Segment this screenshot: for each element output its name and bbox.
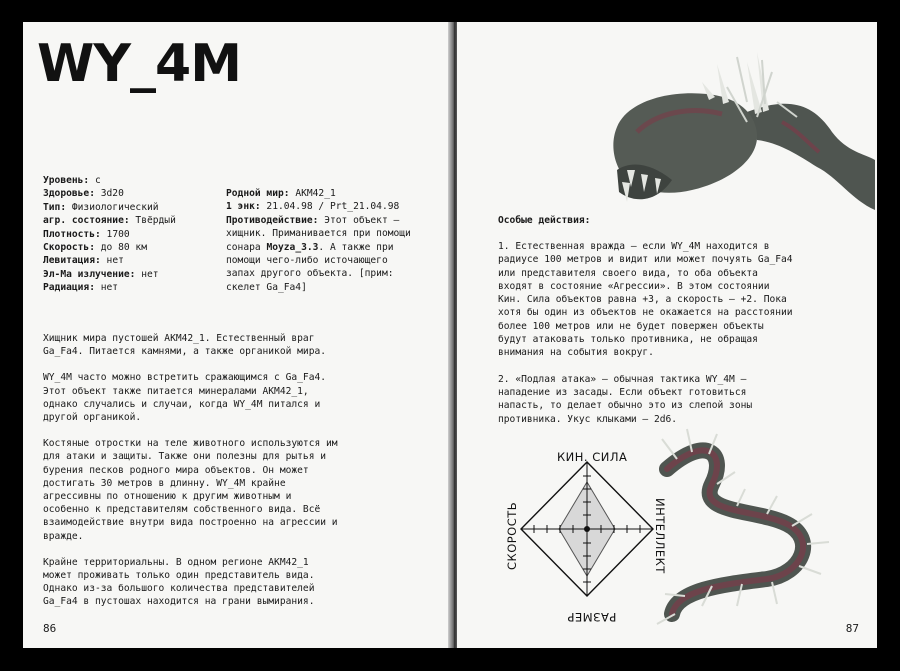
stat-em-radiation: Эл-Ма излучение: нет [43,268,159,280]
special-actions-heading: Особые действия: [498,215,591,226]
special-action-paragraph: 1. Естественная вражда — если WY_4M находится в радиусе 100 метров и видит или может почуять Ga_Fa4 или представителя своего вида, то оба объекта входят в состояние «Агрессии». В этом состоянии Кин. Сила объектов равна +3, а скорость — +2. Пока хотя бы один из объектов не окажается на расстоянии более 100 метров или не будет повержен объекты будут атаковать только противника, не обращая внимания на события вокруг. [498,241,793,359]
radar-label-speed: СКОРОСТЬ [505,501,519,570]
stat-radiation: Радиация: нет [43,282,119,294]
stats-column-right [226,187,411,294]
description-paragraph: Костяные отростки на теле животного используются им для атаки и защиты. Также они полезны для рытья и бурения песков родного мира объектов. Он может достигать 30 метров в длинну. WY_4M крайне агрессивны по отношению к другим животным и особенно к представителям собственного вида. Всё взаимодействие внутри вида построенно на агрессии и вражде. [43,438,338,542]
stat-countermeasure: Противодействие: Этот объект — [226,214,400,226]
attribute-radar-chart [497,444,677,604]
stat-countermeasure-line: хищник. Приманивается при помощи [226,228,411,240]
page-number-left: 86 [43,622,57,635]
stat-speed: Скорость: до 80 км [43,242,147,254]
left-page [23,22,451,648]
radar-label-kinetic-force: КИН. СИЛА [557,450,628,464]
stat-countermeasure-line: запах другого объекта. [прим: [226,268,394,280]
description-paragraph: Крайне территориальны. В одном регионе AKM42_1 может проживать только один представитель вида. Однако из-за большого количества представителей Ga_Fa4 в пустошах находится на грани вымирания. [43,556,315,608]
stat-levitation: Левитация: нет [43,255,124,267]
special-action-paragraph: 2. «Подлая атака» — обычная тактика WY_4M — нападение из засады. Если объект готовиться напасть, то делает обычно это из слепой зоны противника. Укус клыками — 2d6. [498,373,753,425]
stat-aggregate-state: агр. состояние: Твёрдый [43,215,176,227]
description-text [43,332,343,622]
stat-first-encounter: 1 энк: 21.04.98 / Prt_21.04.98 [226,201,400,213]
creature-title: WY_4M [37,34,241,94]
stats-column-left [43,174,176,295]
radar-label-size: РАЗМЕР [567,610,617,624]
creature-head-illustration [597,42,877,217]
radar-label-intellect: ИНТЕЛЛЕКТ [653,498,667,574]
stat-health: Здоровье: 3d20 [43,188,124,200]
page-number-right: 87 [845,622,859,635]
description-paragraph: WY_4M часто можно встретить сражающимся с Ga_Fa4. Этот объект также питается минералами AKM42_1, однако случались и случаи, когда WY_4M питался и другой органикой. [43,372,327,424]
special-actions-text [498,240,798,439]
right-page [457,22,877,648]
stat-type: Тип: Физиологический [43,201,159,213]
stat-countermeasure-sonar: сонара Moyza_3.3. А также при [226,241,394,253]
stat-level: Уровень: с [43,175,101,186]
stat-density: Плотность: 1700 [43,228,130,240]
stat-countermeasure-line: помощи чего-либо источающего [226,255,388,267]
stat-countermeasure-line: скелет Ga_Fa4] [226,281,307,293]
stat-home-world: Родной мир: AKM42_1 [226,188,336,199]
description-paragraph: Хищник мира пустошей AKM42_1. Естественный враг Ga_Fa4. Питается камнями, а также органикой мира. [43,333,327,358]
